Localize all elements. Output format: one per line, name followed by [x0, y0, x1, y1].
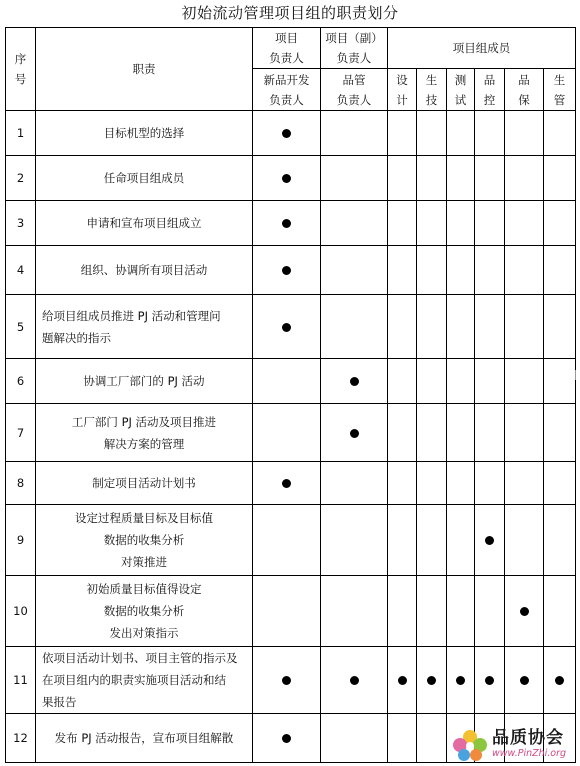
responsibility-dot-icon — [282, 219, 291, 228]
mark-cell — [417, 359, 447, 404]
mark-cell — [321, 246, 388, 295]
mark-cell — [447, 359, 475, 404]
mark-cell — [475, 404, 505, 462]
mark-cell — [447, 156, 475, 201]
mark-cell — [388, 295, 417, 359]
duty-cell: 任命项目组成员 — [36, 156, 253, 201]
duty-cell: 依项目活动计划书、项目主管的指示及 在项目组内的职责实施项目活动和结 果报告 — [36, 647, 253, 714]
header-member-3: 品 控 — [475, 69, 505, 111]
responsibility-dot-icon — [485, 536, 494, 545]
mark-cell — [321, 404, 388, 462]
responsibility-dot-icon — [520, 676, 529, 685]
responsibility-dot-icon — [350, 429, 359, 438]
mark-cell — [544, 246, 576, 295]
mark-cell — [447, 647, 475, 714]
mark-cell — [447, 201, 475, 246]
mark-cell — [253, 201, 321, 246]
row-number: 3 — [6, 201, 36, 246]
table-row — [6, 156, 576, 201]
responsibility-dot-icon — [350, 676, 359, 685]
mark-cell — [417, 295, 447, 359]
mark-cell — [253, 359, 321, 404]
mark-cell — [544, 462, 576, 505]
mark-cell — [505, 404, 544, 462]
row-number: 1 — [6, 111, 36, 156]
mark-cell — [253, 404, 321, 462]
responsibility-dot-icon — [485, 676, 494, 685]
mark-cell — [388, 201, 417, 246]
table-row — [6, 201, 576, 246]
duty-cell: 初始质量目标值得设定 数据的收集分析 发出对策指示 — [36, 576, 253, 647]
mark-cell — [417, 576, 447, 647]
page-edge-mark — [575, 370, 576, 380]
mark-cell — [321, 505, 388, 576]
mark-cell — [475, 201, 505, 246]
mark-cell — [388, 156, 417, 201]
mark-cell — [505, 111, 544, 156]
header-member-5: 生 管 — [544, 69, 576, 111]
duty-cell: 给项目组成员推进 PJ 活动和管理问 题解决的指示 — [36, 295, 253, 359]
mark-cell — [417, 404, 447, 462]
mark-cell — [417, 647, 447, 714]
mark-cell — [544, 359, 576, 404]
mark-cell — [417, 505, 447, 576]
header-member-2: 测 试 — [447, 69, 475, 111]
mark-cell — [447, 462, 475, 505]
mark-cell — [388, 246, 417, 295]
table-row — [6, 462, 576, 505]
table-row — [6, 111, 576, 156]
duty-cell: 设定过程质量目标及目标值 数据的收集分析 对策推进 — [36, 505, 253, 576]
table-row — [6, 404, 576, 462]
header-member-0: 设 计 — [388, 69, 417, 111]
header-deputy-leader: 项目（副） 负责人 — [321, 28, 388, 69]
header-new-product-leader: 新品开发 负责人 — [253, 69, 321, 111]
table-row — [6, 576, 576, 647]
mark-cell — [475, 156, 505, 201]
table-row — [6, 505, 576, 576]
mark-cell — [544, 404, 576, 462]
row-number: 12 — [6, 714, 36, 763]
responsibility-dot-icon — [282, 266, 291, 275]
responsibility-dot-icon — [282, 734, 291, 743]
row-number: 5 — [6, 295, 36, 359]
header-seq: 序 号 — [6, 28, 36, 111]
mark-cell — [417, 462, 447, 505]
mark-cell — [447, 505, 475, 576]
responsibility-table — [5, 27, 576, 763]
mark-cell — [475, 359, 505, 404]
mark-cell — [321, 111, 388, 156]
mark-cell — [417, 714, 447, 763]
responsibility-dot-icon — [427, 676, 436, 685]
mark-cell — [388, 111, 417, 156]
responsibility-dot-icon — [520, 607, 529, 616]
mark-cell — [417, 111, 447, 156]
page-title: 初始流动管理项目组的职责划分 — [181, 4, 399, 22]
mark-cell — [505, 201, 544, 246]
duty-cell: 组织、协调所有项目活动 — [36, 246, 253, 295]
mark-cell — [321, 576, 388, 647]
mark-cell — [321, 647, 388, 714]
responsibility-dot-icon — [282, 323, 291, 332]
responsibility-dot-icon — [456, 676, 465, 685]
mark-cell — [505, 505, 544, 576]
mark-cell — [253, 462, 321, 505]
mark-cell — [505, 295, 544, 359]
mark-cell — [417, 156, 447, 201]
row-number: 9 — [6, 505, 36, 576]
mark-cell — [544, 647, 576, 714]
mark-cell — [388, 576, 417, 647]
flower-logo-icon — [450, 728, 490, 762]
duty-cell: 制定项目活动计划书 — [36, 462, 253, 505]
duty-cell: 目标机型的选择 — [36, 111, 253, 156]
mark-cell — [544, 201, 576, 246]
mark-cell — [388, 647, 417, 714]
mark-cell — [447, 295, 475, 359]
mark-cell — [544, 111, 576, 156]
mark-cell — [321, 295, 388, 359]
duty-cell: 工厂部门 PJ 活动及项目推进 解决方案的管理 — [36, 404, 253, 462]
duty-cell: 协调工厂部门的 PJ 活动 — [36, 359, 253, 404]
watermark-url: www.PinZhi.org — [492, 748, 567, 759]
responsibility-dot-icon — [282, 479, 291, 488]
row-number: 2 — [6, 156, 36, 201]
mark-cell — [253, 295, 321, 359]
mark-cell — [447, 404, 475, 462]
header-member-1: 生 技 — [417, 69, 447, 111]
duty-cell: 发布 PJ 活动报告，宣布项目组解散 — [36, 714, 253, 763]
mark-cell — [475, 111, 505, 156]
duty-cell: 申请和宣布项目组成立 — [36, 201, 253, 246]
mark-cell — [505, 156, 544, 201]
responsibility-dot-icon — [282, 174, 291, 183]
watermark-text: 品质协会 — [492, 728, 564, 748]
responsibility-dot-icon — [350, 377, 359, 386]
table-row — [6, 246, 576, 295]
header-duty: 职责 — [36, 28, 253, 111]
mark-cell — [388, 505, 417, 576]
mark-cell — [253, 156, 321, 201]
row-number: 4 — [6, 246, 36, 295]
row-number: 6 — [6, 359, 36, 404]
mark-cell — [253, 576, 321, 647]
row-number: 8 — [6, 462, 36, 505]
mark-cell — [447, 246, 475, 295]
mark-cell — [475, 647, 505, 714]
mark-cell — [321, 156, 388, 201]
mark-cell — [475, 462, 505, 505]
responsibility-dot-icon — [282, 129, 291, 138]
mark-cell — [475, 505, 505, 576]
responsibility-dot-icon — [398, 676, 407, 685]
mark-cell — [253, 505, 321, 576]
row-number: 7 — [6, 404, 36, 462]
row-number: 10 — [6, 576, 36, 647]
mark-cell — [253, 111, 321, 156]
mark-cell — [253, 714, 321, 763]
mark-cell — [253, 647, 321, 714]
header-member-4: 品 保 — [505, 69, 544, 111]
header-qc-leader: 品管 负责人 — [321, 69, 388, 111]
header-project-leader: 项目 负责人 — [253, 28, 321, 69]
mark-cell — [544, 576, 576, 647]
watermark — [450, 728, 572, 762]
mark-cell — [321, 714, 388, 763]
responsibility-dot-icon — [282, 676, 291, 685]
table-row — [6, 295, 576, 359]
mark-cell — [388, 359, 417, 404]
mark-cell — [388, 714, 417, 763]
row-number: 11 — [6, 647, 36, 714]
mark-cell — [544, 295, 576, 359]
mark-cell — [544, 156, 576, 201]
mark-cell — [505, 462, 544, 505]
mark-cell — [253, 246, 321, 295]
mark-cell — [417, 246, 447, 295]
table-row — [6, 359, 576, 404]
mark-cell — [321, 201, 388, 246]
responsibility-dot-icon — [555, 676, 564, 685]
mark-cell — [544, 505, 576, 576]
header-members: 项目组成员 — [388, 28, 576, 69]
mark-cell — [321, 359, 388, 404]
mark-cell — [447, 576, 475, 647]
mark-cell — [505, 647, 544, 714]
mark-cell — [475, 295, 505, 359]
table-row — [6, 647, 576, 714]
mark-cell — [417, 201, 447, 246]
mark-cell — [505, 359, 544, 404]
mark-cell — [321, 462, 388, 505]
mark-cell — [475, 246, 505, 295]
mark-cell — [388, 404, 417, 462]
mark-cell — [475, 576, 505, 647]
mark-cell — [388, 462, 417, 505]
mark-cell — [505, 246, 544, 295]
mark-cell — [505, 576, 544, 647]
mark-cell — [447, 111, 475, 156]
